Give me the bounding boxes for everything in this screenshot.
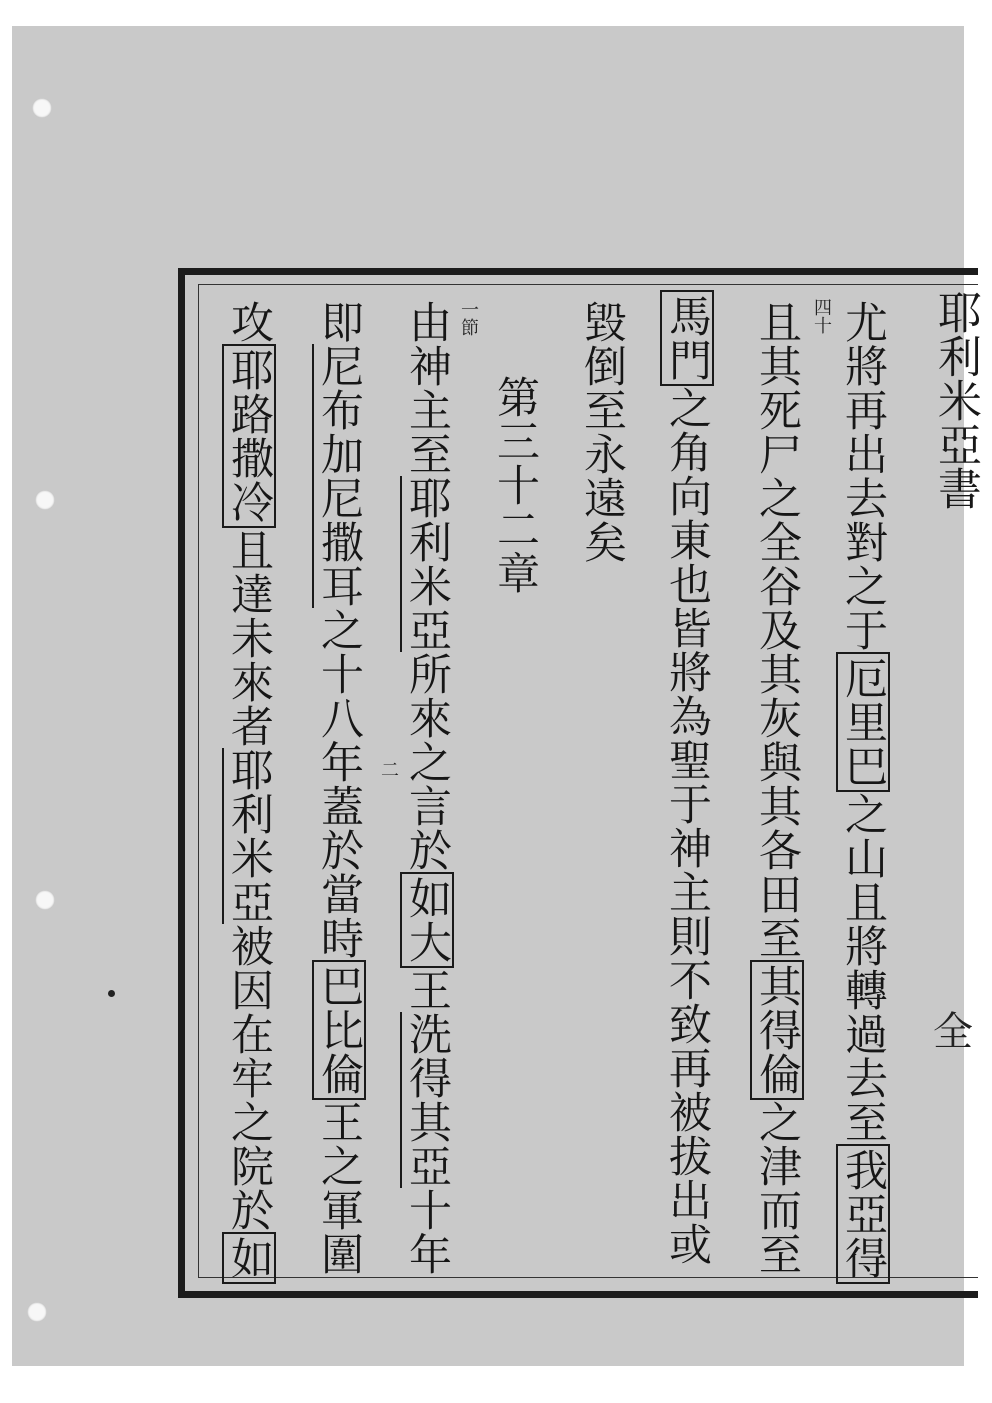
- verse-number: 四十: [811, 298, 832, 334]
- text-segment: 被因在牢之院於: [224, 924, 274, 1232]
- text-column-1: [836, 300, 890, 1284]
- binder-hole: [35, 890, 55, 910]
- text-segment: 且達未來者: [224, 528, 274, 748]
- boxed-name: 如: [222, 1232, 276, 1284]
- marked-name: 耶利米亞: [402, 476, 452, 652]
- text-segment: 尤將再出去對之于: [838, 300, 888, 652]
- text-segment: 所來之言於: [402, 652, 452, 872]
- boxed-name: 巴比倫: [312, 960, 366, 1100]
- marked-name: 尼布加尼撒耳: [314, 344, 364, 608]
- text-column-4: [575, 300, 629, 564]
- boxed-name: 馬門: [660, 290, 714, 386]
- boxed-name: 如大: [400, 872, 454, 968]
- text-segment: 之津而至: [752, 1100, 802, 1276]
- boxed-name: 我亞得: [836, 1144, 890, 1284]
- text-segment: 毀倒至永遠矣: [577, 300, 627, 564]
- text-segment: 攻: [224, 300, 274, 344]
- text-column-8: [222, 300, 276, 1284]
- text-segment: 王: [402, 968, 452, 1012]
- side-mark: 全: [933, 1009, 973, 1055]
- binder-hole: [35, 490, 55, 510]
- text-segment: 王之軍圍: [314, 1100, 364, 1276]
- speck: [108, 990, 115, 997]
- marked-name: 洗得其亞: [402, 1012, 452, 1188]
- text-segment: 第三十二章: [490, 375, 540, 595]
- text-segment: 之十八年蓋於當時: [314, 608, 364, 960]
- marked-name: 耶利米亞: [224, 748, 274, 924]
- text-segment: 且其死尸之全谷及其灰與其各田至: [752, 300, 802, 960]
- text-segment: 之山且將轉過去至: [838, 792, 888, 1144]
- boxed-name: 其得倫: [750, 960, 804, 1100]
- binder-hole: [27, 1302, 47, 1322]
- text-segment: 之角向東也皆將為聖于神主則不致再被拔出或: [662, 386, 712, 1266]
- text-segment: 十年: [402, 1188, 452, 1276]
- book-title: 耶利米亞書: [930, 290, 981, 510]
- chapter-heading: [488, 375, 542, 595]
- verse-number: 二: [378, 760, 399, 778]
- text-column-2: [750, 300, 804, 1276]
- text-column-7: [312, 300, 366, 1276]
- boxed-name: 耶路撒冷: [222, 344, 276, 528]
- boxed-name: 厄里巴: [836, 652, 890, 792]
- text-column-6: [400, 300, 454, 1276]
- text-column-3: [660, 290, 714, 1266]
- binder-hole: [32, 98, 52, 118]
- text-segment: 即: [314, 300, 364, 344]
- text-segment: 由神主至: [402, 300, 452, 476]
- verse-number: 一節: [458, 300, 479, 336]
